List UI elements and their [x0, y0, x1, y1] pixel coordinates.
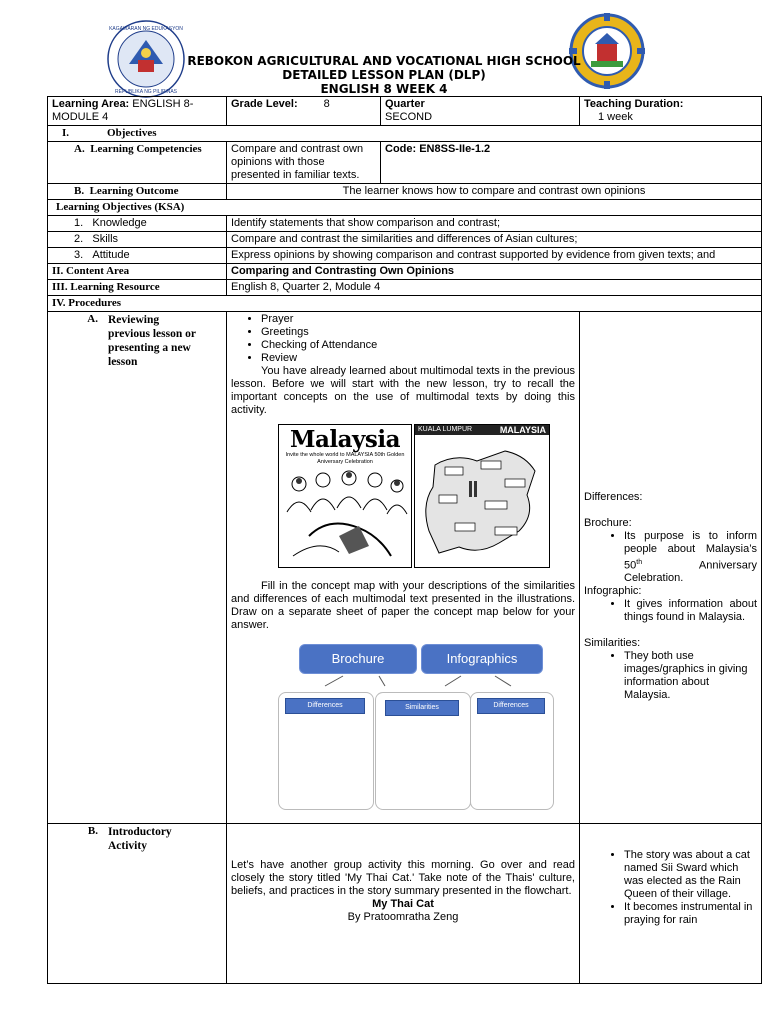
ksa-text: Identify statements that show comparison and contrast; — [227, 216, 762, 232]
ksa-label: Knowledge — [92, 217, 147, 229]
answer-differences: Differences: — [584, 490, 643, 503]
infographic-illustration — [414, 424, 550, 568]
outcome-num: B. — [74, 185, 85, 197]
content-area-value: Comparing and Contrasting Own Opinions — [227, 264, 762, 280]
concept-map-instructions: Fill in the concept map with your descriptions of the similarities and differences of each multimodal text presented in the illustrations. Draw on a separate sheet of paper the concept map below for your answer. — [231, 580, 575, 631]
procedure-b-num: B. — [87, 825, 98, 837]
procedure-b-answer — [580, 824, 762, 984]
infographic-points — [584, 598, 757, 624]
ksa-label-cell — [48, 248, 227, 264]
similarities-label: Similarities — [385, 700, 459, 716]
brochure-point — [624, 530, 757, 586]
school-name: REBOKON AGRICULTURAL AND VOCATIONAL HIGH SCHOOL — [187, 54, 581, 68]
bullet-prayer: • Prayer — [261, 313, 579, 326]
bullet-greetings: • Greetings — [261, 326, 579, 339]
answer-infographic: Infographic: — [584, 585, 642, 598]
brochure-illustration — [278, 424, 412, 568]
ksa-label: Attitude — [92, 249, 130, 261]
story-points — [584, 849, 757, 927]
procedure-b-label-cell — [48, 824, 227, 984]
info-row — [48, 97, 762, 126]
objectives-heading-row — [48, 126, 762, 142]
learning-resource-value: English 8, Quarter 2, Module 4 — [227, 280, 762, 296]
procedures-heading-row — [48, 296, 762, 312]
week-title: ENGLISH 8 WEEK 4 — [320, 82, 448, 96]
competency-num: A. — [74, 143, 85, 155]
ksa-label-cell — [48, 232, 227, 248]
brochure-point-end: Anniversary Celebration. — [624, 559, 757, 585]
story-point: • The story was about a cat named Sii Sward which was elected as the Rain Queen of their village. — [624, 849, 757, 901]
content-area-label: II. Content Area — [48, 264, 227, 280]
competency-text: Compare and contrast own opinions with those presented in familiar texts. — [227, 142, 381, 184]
procedure-a-label: Reviewing previous lesson or presenting a new lesson — [108, 314, 196, 368]
plan-title: DETAILED LESSON PLAN (DLP) — [282, 68, 486, 82]
bullet-review: • Review — [261, 352, 579, 365]
procedure-a-bullets — [227, 313, 579, 365]
brochure-title: Malaysia — [290, 426, 400, 453]
banner-right: MALAYSIA — [499, 425, 546, 435]
procedure-a-label-cell — [48, 312, 227, 824]
learning-resource-row — [48, 280, 762, 296]
learning-area-label: Learning Area: — [52, 98, 130, 110]
learning-area-value: ENGLISH 8-MODULE 4 — [52, 98, 194, 123]
ksa-num: 1. — [74, 217, 84, 229]
competency-row — [48, 142, 762, 184]
outcome-label: Learning Outcome — [89, 185, 179, 197]
procedure-a-content — [227, 312, 580, 824]
differences-label-2: Differences — [477, 698, 545, 714]
similarities-point: • They both use images/graphics in giving information about Malaysia. — [624, 650, 757, 702]
infographic-banner — [415, 425, 549, 435]
brochure-points — [584, 530, 757, 586]
map-illustration — [415, 435, 549, 565]
duration-cell — [580, 97, 762, 126]
story-title: My Thai Cat — [372, 898, 434, 910]
procedure-a-num: A. — [87, 313, 98, 325]
competency-code: Code: EN8SS-IIe-1.2 — [381, 142, 762, 184]
people-illustration — [279, 466, 411, 562]
objectives-num: I. — [62, 127, 70, 139]
outcome-label-cell — [48, 184, 227, 200]
introductory-paragraph: Let’s have another group activity this morning. Go over and read closely the story titled 'My Thai Cat.' Take note of the Thais' culture, beliefs, and practices in the story summary presented in the flowchart. — [231, 859, 575, 897]
brochure-point-sup: th — [636, 558, 643, 566]
bullet-attendance: • Checking of Attendance — [261, 339, 579, 352]
outcome-text: The learner knows how to compare and contrast own opinions — [227, 184, 762, 200]
ksa-label-cell — [48, 216, 227, 232]
ksa-heading: Learning Objectives (KSA) — [48, 200, 762, 216]
duration-value: 1 week — [598, 111, 633, 123]
banner-left: KUALA LUMPUR — [418, 426, 473, 433]
review-paragraph: You have already learned about multimodal texts in the previous lesson. Before we will start with the new lesson, try to recall the important concepts on the use of multimodal texts by doing this activity. — [231, 365, 575, 416]
grade-level-value: 8 — [323, 98, 330, 110]
ksa-row-knowledge — [48, 216, 762, 232]
procedure-b-content — [227, 824, 580, 984]
ksa-text: Compare and contrast the similarities and differences of Asian cultures; — [227, 232, 762, 248]
objectives-heading — [48, 126, 762, 142]
infographic-point: • It gives information about things found in Malaysia. — [624, 598, 757, 624]
ksa-label: Skills — [92, 233, 119, 245]
answer-similarities: Similarities: — [584, 637, 641, 650]
svg-text:KAGAWARAN NG EDUKASYON: KAGAWARAN NG EDUKASYON — [109, 26, 183, 32]
ksa-row-skills — [48, 232, 762, 248]
differences-label-1: Differences — [285, 698, 365, 714]
similarities-points — [584, 650, 757, 702]
ksa-num: 2. — [74, 233, 84, 245]
ksa-num: 3. — [74, 249, 84, 261]
procedure-b-label: Introductory Activity — [108, 826, 172, 852]
answer-brochure: Brochure: — [584, 516, 632, 529]
grade-level-label: Grade Level: — [231, 98, 298, 110]
svg-text:REPUBLIKA NG PILIPINAS: REPUBLIKA NG PILIPINAS — [115, 89, 177, 95]
procedure-b-row — [48, 824, 762, 984]
learning-area-cell — [48, 97, 227, 126]
quarter-label: Quarter — [385, 98, 425, 110]
infographics-heading: Infographics — [421, 644, 543, 674]
content-area-row — [48, 264, 762, 280]
outcome-row — [48, 184, 762, 200]
brochure-subtitle: Invite the whole world to MALAYSIA 50th Golden Aniversary Celebration — [285, 452, 405, 465]
procedures-heading: IV. Procedures — [48, 296, 762, 312]
objectives-title: Objectives — [107, 127, 157, 139]
competency-label-cell — [48, 142, 227, 184]
learning-resource-label: III. Learning Resource — [48, 280, 227, 296]
story-author: By Pratoomratha Zeng — [347, 911, 459, 923]
story-point: • It becomes instrumental in praying for rain — [624, 901, 757, 927]
competency-label: Learning Competencies — [90, 143, 202, 155]
quarter-value: SECOND — [385, 111, 433, 123]
duration-label: Teaching Duration: — [584, 98, 684, 110]
grade-level-cell — [227, 97, 381, 126]
procedure-a-answer — [580, 312, 762, 824]
lesson-plan-table — [47, 96, 762, 984]
ksa-heading-row — [48, 200, 762, 216]
quarter-cell — [381, 97, 580, 126]
brochure-heading: Brochure — [299, 644, 417, 674]
procedure-a-row — [48, 312, 762, 824]
ksa-row-attitude — [48, 248, 762, 264]
ksa-text: Express opinions by showing comparison and contrast supported by evidence from given texts; and — [227, 248, 762, 264]
brochure-point-text: Its purpose is to inform people about Malaysia’s 50 — [624, 529, 757, 572]
